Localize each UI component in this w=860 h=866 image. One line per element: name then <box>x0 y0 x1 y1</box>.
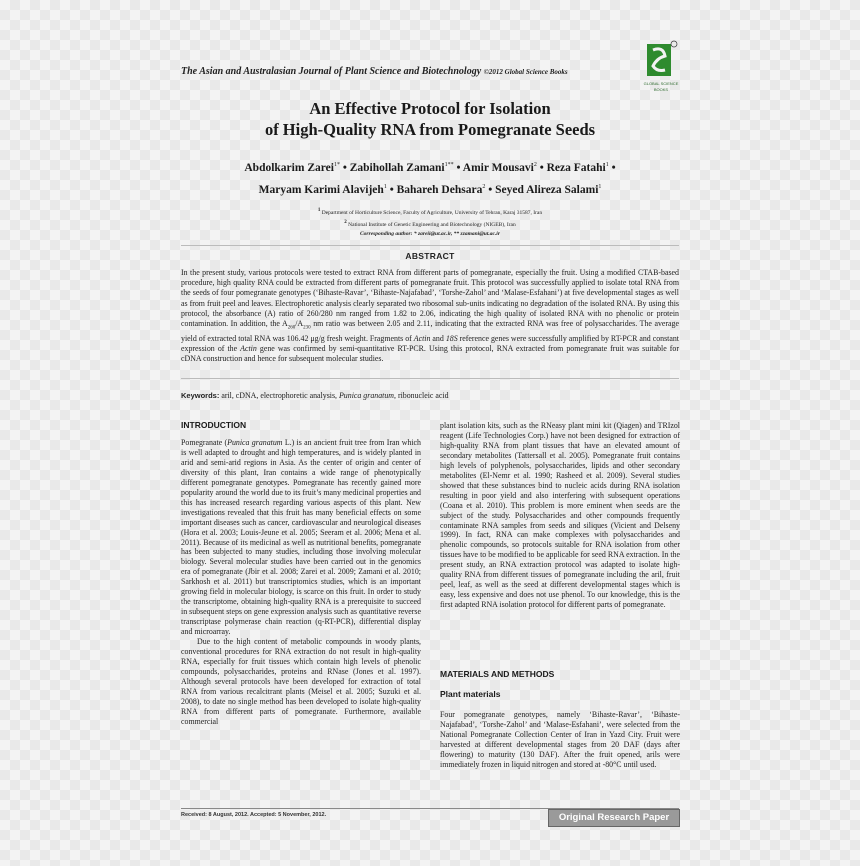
author-sep: • <box>485 183 496 196</box>
author-name: Maryam Karimi Alavijeh <box>258 183 384 196</box>
text-run: L.) is an ancient fruit tree from Iran which is well adapted to drought and high temperatures, and is widely planted in arid and semi-arid regions in Asia. As the center of origin and center of diversity of this plant, Iran contains a wide range of phenotypically different pomegranate genotypes. Pomegranate has recently gained more popularity around the world due to its fruit’s many medicinal properties and this has increased research regarding various aspects of this plant. New investigations revealed that this fruit has many beneficial effects on some important diseases such as cancer, cardiovascular and neurological diseases (Hora et al. 2003; Louis-Jeune et al. 2005; Seeram et al. 2006; Mena et al. 2011). Because of its medicinal as well as nutritional benefits, pomegranate has been subjected to many studies, including those involving molecular biology. Several molecular studies have been carried out in the genomics era of pomegranate (Jbir et al. 2008; Zarei et al. 2009; Zamani et al. 2010; Sarkhosh et al. 2011) but transcriptomics studies, which is an important growing field in molecular biology, is scarce on this fruit. In order to study the transcriptome, obtaining high-quality RNA is a prerequisite to succeed in subsequent steps on gene expression analysis such as quantitative reverse transcriptase polymerase chain reaction (q-RT-PCR), differential display and microarray. <box>181 438 421 637</box>
text-run: Pomegranate ( <box>181 438 228 447</box>
authors-line-1 <box>181 156 679 178</box>
abstract-part: reference genes were successfully amplified by RT-PCR and constant expression of the <box>181 333 680 353</box>
gene-name: Actin <box>240 344 257 353</box>
author-affil-mark: 1 <box>598 183 602 190</box>
corr-label: Corresponding author: <box>360 230 413 237</box>
svg-text:GLOBAL SCIENCE: GLOBAL SCIENCE <box>643 81 679 86</box>
title-line-2: of High-Quality RNA from Pomegranate Seeds <box>264 120 596 139</box>
author-name: Bahareh Dehsara <box>396 183 483 196</box>
author-affil-mark: 1 <box>383 183 387 190</box>
abstract-part: gene was confirmed by semi-quantitative RT-PCR. Using this protocol, RNA extracted from pomegranate fruit was suitable for cDNA construction and hence for subsequent molecular studies. <box>181 344 679 364</box>
affil-text: Department of Horticulture Science, Faculty of Agriculture, University of Tehran, Karaj 31587, Iran <box>321 209 543 216</box>
gene-name: Actin <box>413 333 431 343</box>
divider <box>181 245 679 246</box>
methods-heading: MATERIALS AND METHODS <box>440 669 555 679</box>
author-name: Amir Mousavi <box>462 161 534 174</box>
author-affil-mark: 1 <box>605 162 609 168</box>
author-sep: • <box>339 161 350 174</box>
plant-materials-text <box>440 710 680 770</box>
abstract-part: and <box>430 333 446 343</box>
publisher-logo <box>641 40 681 96</box>
corresponding-author <box>181 230 679 239</box>
keywords-label: Keywords: <box>181 391 220 400</box>
divider <box>181 378 679 379</box>
intro-paragraph-3: plant isolation kits, such as the RNeasy plant mini kit (Qiagen) and TRIzol reagent (Life Technologies Corp.) have not been designed for extraction of high-quality RNA from plant tissues that have an elevated amount of secondary metabolites (Tattersall et al. 2005). Pomegranate fruit contains high levels of polyphenols, polysaccharides, lipids and other secondary metabolites (El-Nemr et al. 1990; Rasheed et al. 2009). Several studies showed that these substances bind to nucleic acids during RNA isolation resulting in poor yield and also interfering with subsequent operations (Coana et al. 2010). This problem is more eminent when seeds are the subject of the study. Polysaccharides and other compounds frequently contaminate RNA samples from seeds and siliques (Vicient and Delseny 1999). In fact, RNA can make complexes with polysaccharides and phenolic compounds, so protocols suitable for RNA isolation from other tissues have to be modified to be applicable for seed RNA extraction. In the present study, an RNA extraction protocol was adapted to isolate high-quality RNA from different tissues of pomegranate including the aril, fruit peel, leaf, as well as the seed at different developmental stages which is easy, less expensive and does not use phenol. To our knowledge, this is the first adapted RNA isolation protocol for different parts of pomegranate. <box>440 421 680 610</box>
received-dates: Received: 8 August, 2012. Accepted: 5 November, 2012. <box>181 812 327 818</box>
keywords-italic: Punica granatum <box>338 391 394 400</box>
author-sep: • <box>536 161 547 174</box>
keywords-text: , ribonucleic acid <box>394 391 449 400</box>
author-name: Seyed Alireza Salami <box>495 183 599 196</box>
affil-text: National Institute of Genetic Engineering and Biotechnology (NIGEB), Iran <box>348 221 516 228</box>
author-list <box>181 156 679 200</box>
plant-materials-heading: Plant materials <box>440 689 501 699</box>
introduction-heading: INTRODUCTION <box>181 420 247 430</box>
authors-line-2 <box>181 178 679 200</box>
article-type-badge: Original Research Paper <box>548 809 680 827</box>
corr-emails[interactable]: * zareii@ut.ac.ir, ** zzamani@ut.ac.ir <box>413 230 500 237</box>
journal-name: The Asian and Australasian Journal of Plant Science and Biotechnology <box>181 66 482 77</box>
species-name: Punica granatum <box>227 438 283 447</box>
abstract-part: /A <box>295 319 304 329</box>
gene-name: 18S <box>445 333 458 343</box>
abstract-part: nm ratio was between 2.05 and 2.11, indicating that the extracted RNA was free of polysaccharides. The average yield of extracted total RNA was 106.42 μg/g fresh weight. Fragments of <box>181 319 679 343</box>
affiliations <box>181 206 679 239</box>
author-affil-mark: 1** <box>444 162 454 168</box>
affiliation-1 <box>181 206 679 218</box>
abstract-text <box>181 268 679 364</box>
author-affil-mark: 2 <box>533 162 537 168</box>
intro-paragraph-1 <box>181 438 421 637</box>
affiliation-2 <box>181 218 679 230</box>
affil-number: 2 <box>344 219 347 225</box>
global-science-books-logo-icon <box>641 40 681 96</box>
affil-number: 1 <box>317 208 321 213</box>
column-1-text <box>181 438 421 727</box>
author-affil-mark: 1* <box>333 162 340 168</box>
abstract-part: In the present study, various protocols were tested to extract RNA from different parts of pomegranate, especially the fruit. Using a modified CTAB-based procedure, high quality RNA could be extracted from different parts of pomegranate fruit. This protocol was successfully applied to isolate total RNA from the seeds of four pomegranate genotypes (‘Bihaste-Ravar’, ‘Bihaste-Najafabad’, ‘Torshe-Zahol’ and ‘Malase-Esfahani’) at five developmental stages as well as from fruit peel and leaves. Electrophoretic analysis clearly separated two ribosomal sub-units indicating no degradation of the isolated RNA. By using this protocol, the absorbance (A) ratio of 260/280 nm ranged from 1.82 to 2.06, indicating the high quality of isolated RNA with no phenolic or protein contamination. In addition, the A <box>181 268 679 329</box>
abstract-sub: 230 <box>303 325 311 331</box>
author-sep: • <box>453 161 463 174</box>
intro-paragraph-2: Due to the high content of metabolic compounds in woody plants, conventional procedures for RNA extraction do not result in high-quality RNA, especially for fruit tissues which contain high levels of phenolic compounds, polysaccharides, proteins and RNase (Jones et al. 1997). Although several protocols have been developed for extraction of total RNA from various recalcitrant plants (Meisel et al. 2005; Suzuki et al. 2008), to date no single method has been developed to isolate high-quality RNA from different parts of pomegranate. Furthermore, available commercial <box>181 637 421 726</box>
author-name: Abdolkarim Zarei <box>244 161 334 174</box>
author-name: Reza Fatahi <box>546 161 606 174</box>
journal-copyright: ©2012 Global Science Books <box>483 68 568 76</box>
author-name: Zabihollah Zamani <box>349 161 445 174</box>
author-sep: • <box>386 183 397 196</box>
keywords-text: aril, cDNA, electrophoretic analysis, <box>219 391 339 400</box>
journal-header <box>181 66 641 77</box>
author-sep: • <box>608 161 616 174</box>
paper-title <box>181 98 679 140</box>
title-line-1: An Effective Protocol for Isolation <box>309 99 551 118</box>
column-2-text <box>440 421 680 610</box>
author-affil-mark: 2 <box>482 183 486 190</box>
plant-materials-paragraph: Four pomegranate genotypes, namely ‘Bihaste-Ravar’, ‘Bihaste-Najafabad’, ‘Torshe-Zahol’ and ‘Malase-Esfahani’, were selected from the National Pomegranate Collection Center of Iran in Yazd City. Fruit were harvested at different developmental stages from 20 DAF (days after flowering) to maturity (130 DAF). After the fruit opened, arils were immediately frozen in liquid nitrogen and stored at -80°C until used. <box>440 710 680 769</box>
abstract-sub: 260 <box>287 325 296 331</box>
keywords <box>181 391 679 401</box>
svg-text:BOOKS: BOOKS <box>653 87 669 92</box>
abstract-heading: ABSTRACT <box>405 251 455 261</box>
